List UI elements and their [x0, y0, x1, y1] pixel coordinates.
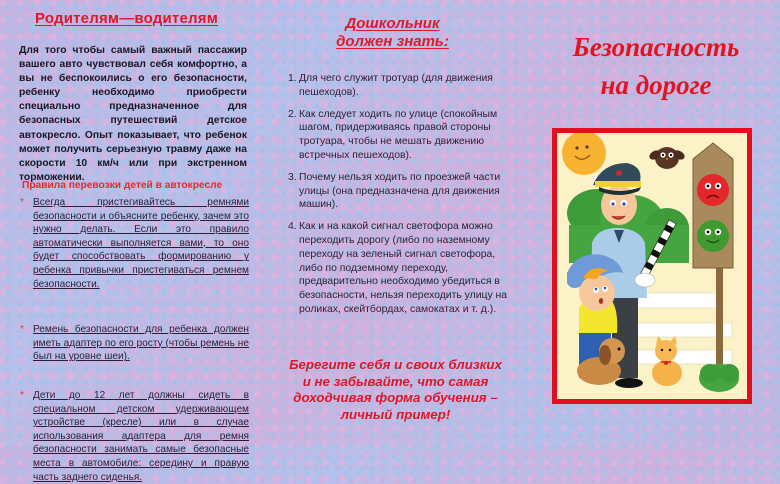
question-number: 4. [288, 221, 297, 233]
asterisk-bullet-icon: * [20, 324, 24, 336]
rule-text: Всегда пристегивайтесь ремнями безопасности и объясните ребенку, зачем это нужно делать. Если это правило автоматически выполняется вами, то оно будет способствовать формированию у ребенка привычки пристегиваться ремнем безопасности. [33, 197, 249, 290]
rule-item [19, 196, 249, 291]
parents-drivers-title: Родителям—водителям [35, 10, 219, 27]
question-number: 3. [288, 171, 297, 183]
rule-text: Дети до 12 лет должны сидеть в специальном детском удерживающем устройстве (кресле) или в случае использования адаптера для ремня безопасности занимать самые безопасные места в автомобиле: середину и правую часть заднего сиденья. [33, 389, 249, 483]
title-line-1: Дошкольник [345, 15, 440, 32]
personal-example-footer: Берегите себя и своих близких и не забывайте, что самая доходчивая форма обучения – личный пример! [289, 357, 502, 423]
question-text: Почему нельзя ходить по проезжей части улицы (она предназначена для движения машин). [299, 171, 501, 211]
question-text: Как следует ходить по улице (спокойным шагом, придерживаясь правой стороны тротуара, чтобы не мешать движению встречных пешеходов). [299, 108, 498, 161]
question-number: 1. [288, 73, 297, 84]
question-item [288, 171, 513, 212]
question-text: Как и на какой сигнал светофора можно переходить дорогу (либо по наземному переходу на зеленый сигнал светофора, либо по подземному переходу, предварительно необходимо убедиться в безопасности, нельзя переходить улицу на роликах, скейтбордах, самокатах и т. д.). [299, 221, 508, 315]
car-seat-intro-text: Для того чтобы самый важный пассажир вашего авто чувствовал себя комфортно, а вы не беспокоились о его безопасности, ребенку необходимо приобрести специально предназначенное для безопасных путешествий детское автокресло. Опыт показывает, что ребенок может получить серьезную травму даже на скорости 10 км/ч или при экстренном торможении. [19, 45, 247, 183]
question-number: 2. [288, 108, 297, 120]
asterisk-bullet-icon: * [20, 389, 24, 401]
car-seat-rules-list [19, 196, 249, 484]
asterisk-bullet-icon: * [20, 197, 24, 208]
title-line-2: на дороге [600, 70, 712, 100]
rule-item [19, 323, 249, 364]
road-safety-title [532, 28, 780, 104]
left-panel [0, 0, 270, 483]
question-item [288, 220, 513, 317]
question-item [288, 72, 513, 100]
sun-icon [562, 133, 606, 175]
middle-panel [270, 0, 532, 445]
rule-text: Ремень безопасности для ребенка должен иметь адаптер по его росту (чтобы ремень не был на уровне шеи). [33, 324, 249, 363]
cartoon-scene-icon [557, 133, 747, 399]
title-line-2: должен знать: [336, 33, 449, 50]
rule-item [19, 389, 249, 484]
preschooler-must-know-title [320, 15, 465, 51]
question-item [288, 108, 513, 163]
question-text: Для чего служит тротуар (для движения пешеходов). [299, 73, 493, 98]
title-line-1: Безопасность [572, 32, 740, 62]
questions-list [288, 72, 513, 325]
right-panel [532, 0, 780, 445]
road-safety-illustration [552, 128, 752, 404]
car-seat-rules-subtitle: Правила перевозки детей в автокресле [22, 180, 223, 191]
